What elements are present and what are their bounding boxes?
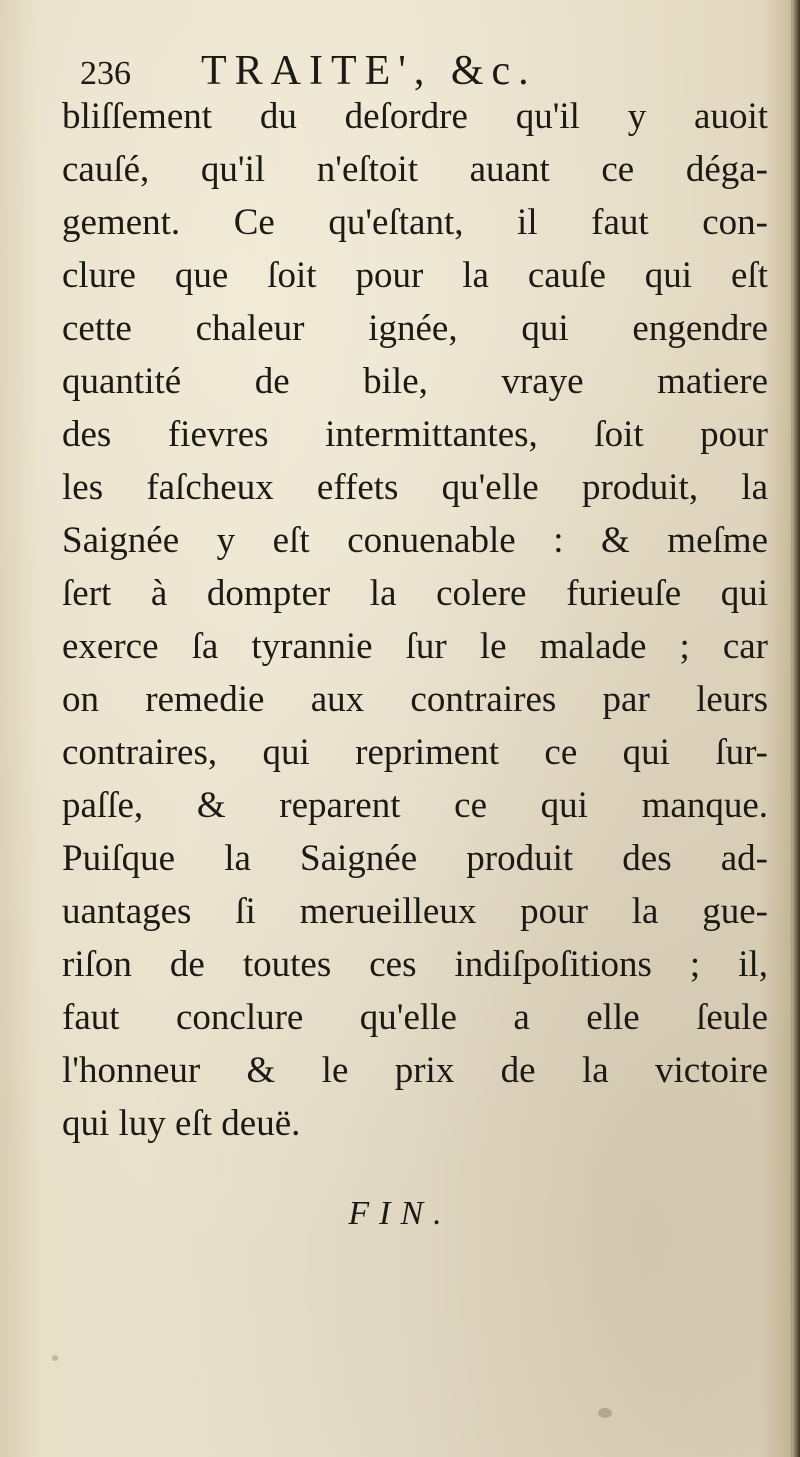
text-line: bliſſement du deſordre qu'il y auoit — [62, 96, 768, 137]
text-line: cauſé, qu'il n'eſtoit auant ce déga- — [62, 149, 768, 190]
text-line: exerce ſa tyrannie ſur le malade ; car — [62, 626, 768, 667]
text-line-last: qui luy eſt deuë. — [62, 1103, 301, 1144]
text-line: riſon de toutes ces indiſpoſitions ; il, — [62, 944, 768, 985]
text-line: Puiſque la Saignée produit des ad- — [62, 838, 768, 879]
text-line: ſert à dompter la colere furieuſe qui — [62, 573, 768, 614]
text-line: cette chaleur ignée, qui engendre — [62, 308, 768, 349]
text-line: des fievres intermittantes, ſoit pour — [62, 414, 768, 455]
running-title: TRAITE', &c. — [201, 48, 537, 94]
text-line: contraires, qui repriment ce qui ſur- — [62, 732, 768, 773]
text-line: faut conclure qu'elle a elle ſeule — [62, 997, 768, 1038]
text-line: Saignée y eſt conuenable : & meſme — [62, 520, 768, 561]
ink-speck — [598, 1408, 612, 1418]
text-line: clure que ſoit pour la cauſe qui eſt — [62, 255, 768, 296]
page-number: 236 — [80, 55, 131, 92]
page-edge-shadow — [792, 0, 800, 1457]
text-line: uantages ſi merueilleux pour la gue- — [62, 891, 768, 932]
ink-speck — [52, 1355, 58, 1361]
text-line: paſſe, & reparent ce qui manque. — [62, 785, 768, 826]
text-line: gement. Ce qu'eſtant, il faut con- — [62, 202, 768, 243]
text-line: l'honneur & le prix de la victoire — [62, 1050, 768, 1091]
body-text — [62, 90, 768, 1150]
text-line: quantité de bile, vraye matiere — [62, 361, 768, 402]
text-line: les faſcheux effets qu'elle produit, la — [62, 467, 768, 508]
fin-mark: FIN. — [348, 1195, 452, 1232]
text-line: on remedie aux contraires par leurs — [62, 679, 768, 720]
